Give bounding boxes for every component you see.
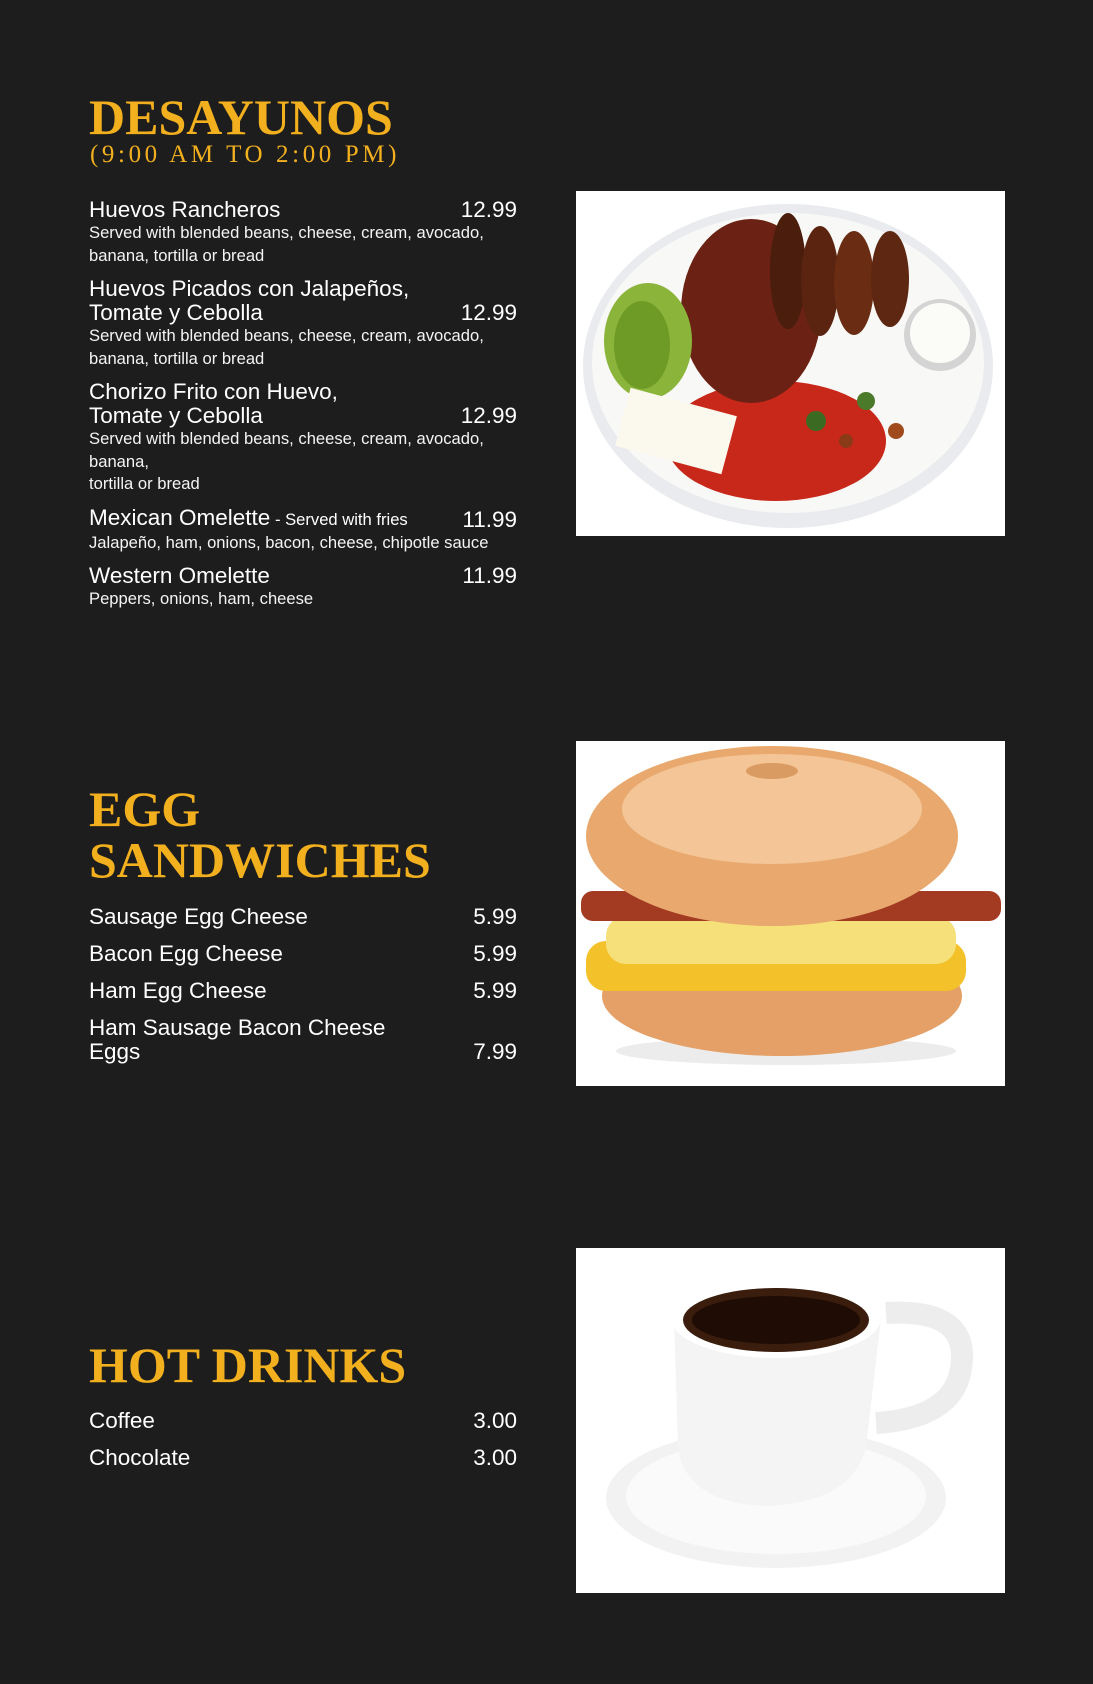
menu-item (89, 277, 517, 370)
item-description: Jalapeño, ham, onions, bacon, cheese, chipotle sauce (89, 532, 489, 552)
item-name: Coffee (89, 1408, 155, 1433)
breakfast-items (89, 198, 517, 611)
huevos-rancheros-photo (576, 191, 1005, 536)
menu-item (89, 1016, 517, 1064)
menu-item (89, 905, 517, 929)
item-name: Huevos Rancheros (89, 197, 281, 222)
coffee-cup-photo (576, 1248, 1005, 1593)
item-description: Served with blended beans, cheese, cream, avocado, banana, tortilla or bread (89, 223, 484, 265)
item-name: Chocolate (89, 1445, 191, 1470)
item-price: 3.00 (473, 1445, 517, 1470)
item-name: Ham Sausage Bacon Cheese Eggs (89, 1015, 386, 1064)
item-price: 12.99 (460, 403, 517, 428)
item-name: Huevos Picados con Jalapeños, Tomate y Cebolla (89, 276, 410, 325)
hot-drinks-title: HOT DRINKS (89, 1337, 407, 1393)
breakfast-title: DESAYUNOS (89, 89, 393, 145)
item-name: Chorizo Frito con Huevo, Tomate y Cebolla (89, 379, 338, 428)
menu-item (89, 380, 517, 496)
egg-sandwiches-title: EGG SANDWICHES (89, 781, 431, 888)
menu-item (89, 979, 517, 1003)
item-price: 5.99 (473, 904, 517, 929)
egg-sandwich-photo (576, 741, 1005, 1086)
item-name: Western Omelette (89, 563, 270, 588)
item-price: 7.99 (473, 1039, 517, 1064)
menu-item (89, 564, 517, 611)
item-name: Bacon Egg Cheese (89, 941, 283, 966)
item-note: - Served with fries (270, 509, 408, 529)
egg-sandwiches-items (89, 905, 517, 1064)
item-name: Sausage Egg Cheese (89, 904, 308, 929)
item-price: 3.00 (473, 1408, 517, 1433)
item-name: Ham Egg Cheese (89, 978, 267, 1003)
item-description: Served with blended beans, cheese, cream, avocado, banana, tortilla or bread (89, 326, 484, 368)
item-price: 12.99 (460, 197, 517, 222)
menu-item (89, 506, 517, 555)
item-price: 5.99 (473, 941, 517, 966)
item-price: 11.99 (462, 563, 517, 588)
menu-item (89, 942, 517, 966)
menu-item (89, 1446, 517, 1470)
menu-item (89, 1409, 517, 1433)
item-description: Peppers, onions, ham, cheese (89, 589, 314, 608)
hot-drinks-items (89, 1409, 517, 1470)
item-price: 11.99 (462, 506, 517, 532)
menu-item (89, 198, 517, 267)
item-price: 5.99 (473, 978, 517, 1003)
breakfast-hours: (9:00 AM TO 2:00 PM) (90, 141, 401, 168)
item-price: 12.99 (460, 300, 517, 325)
item-name: Mexican Omelette - Served with fries (89, 504, 408, 530)
item-description: Served with blended beans, cheese, cream, avocado, banana, tortilla or bread (89, 429, 484, 493)
